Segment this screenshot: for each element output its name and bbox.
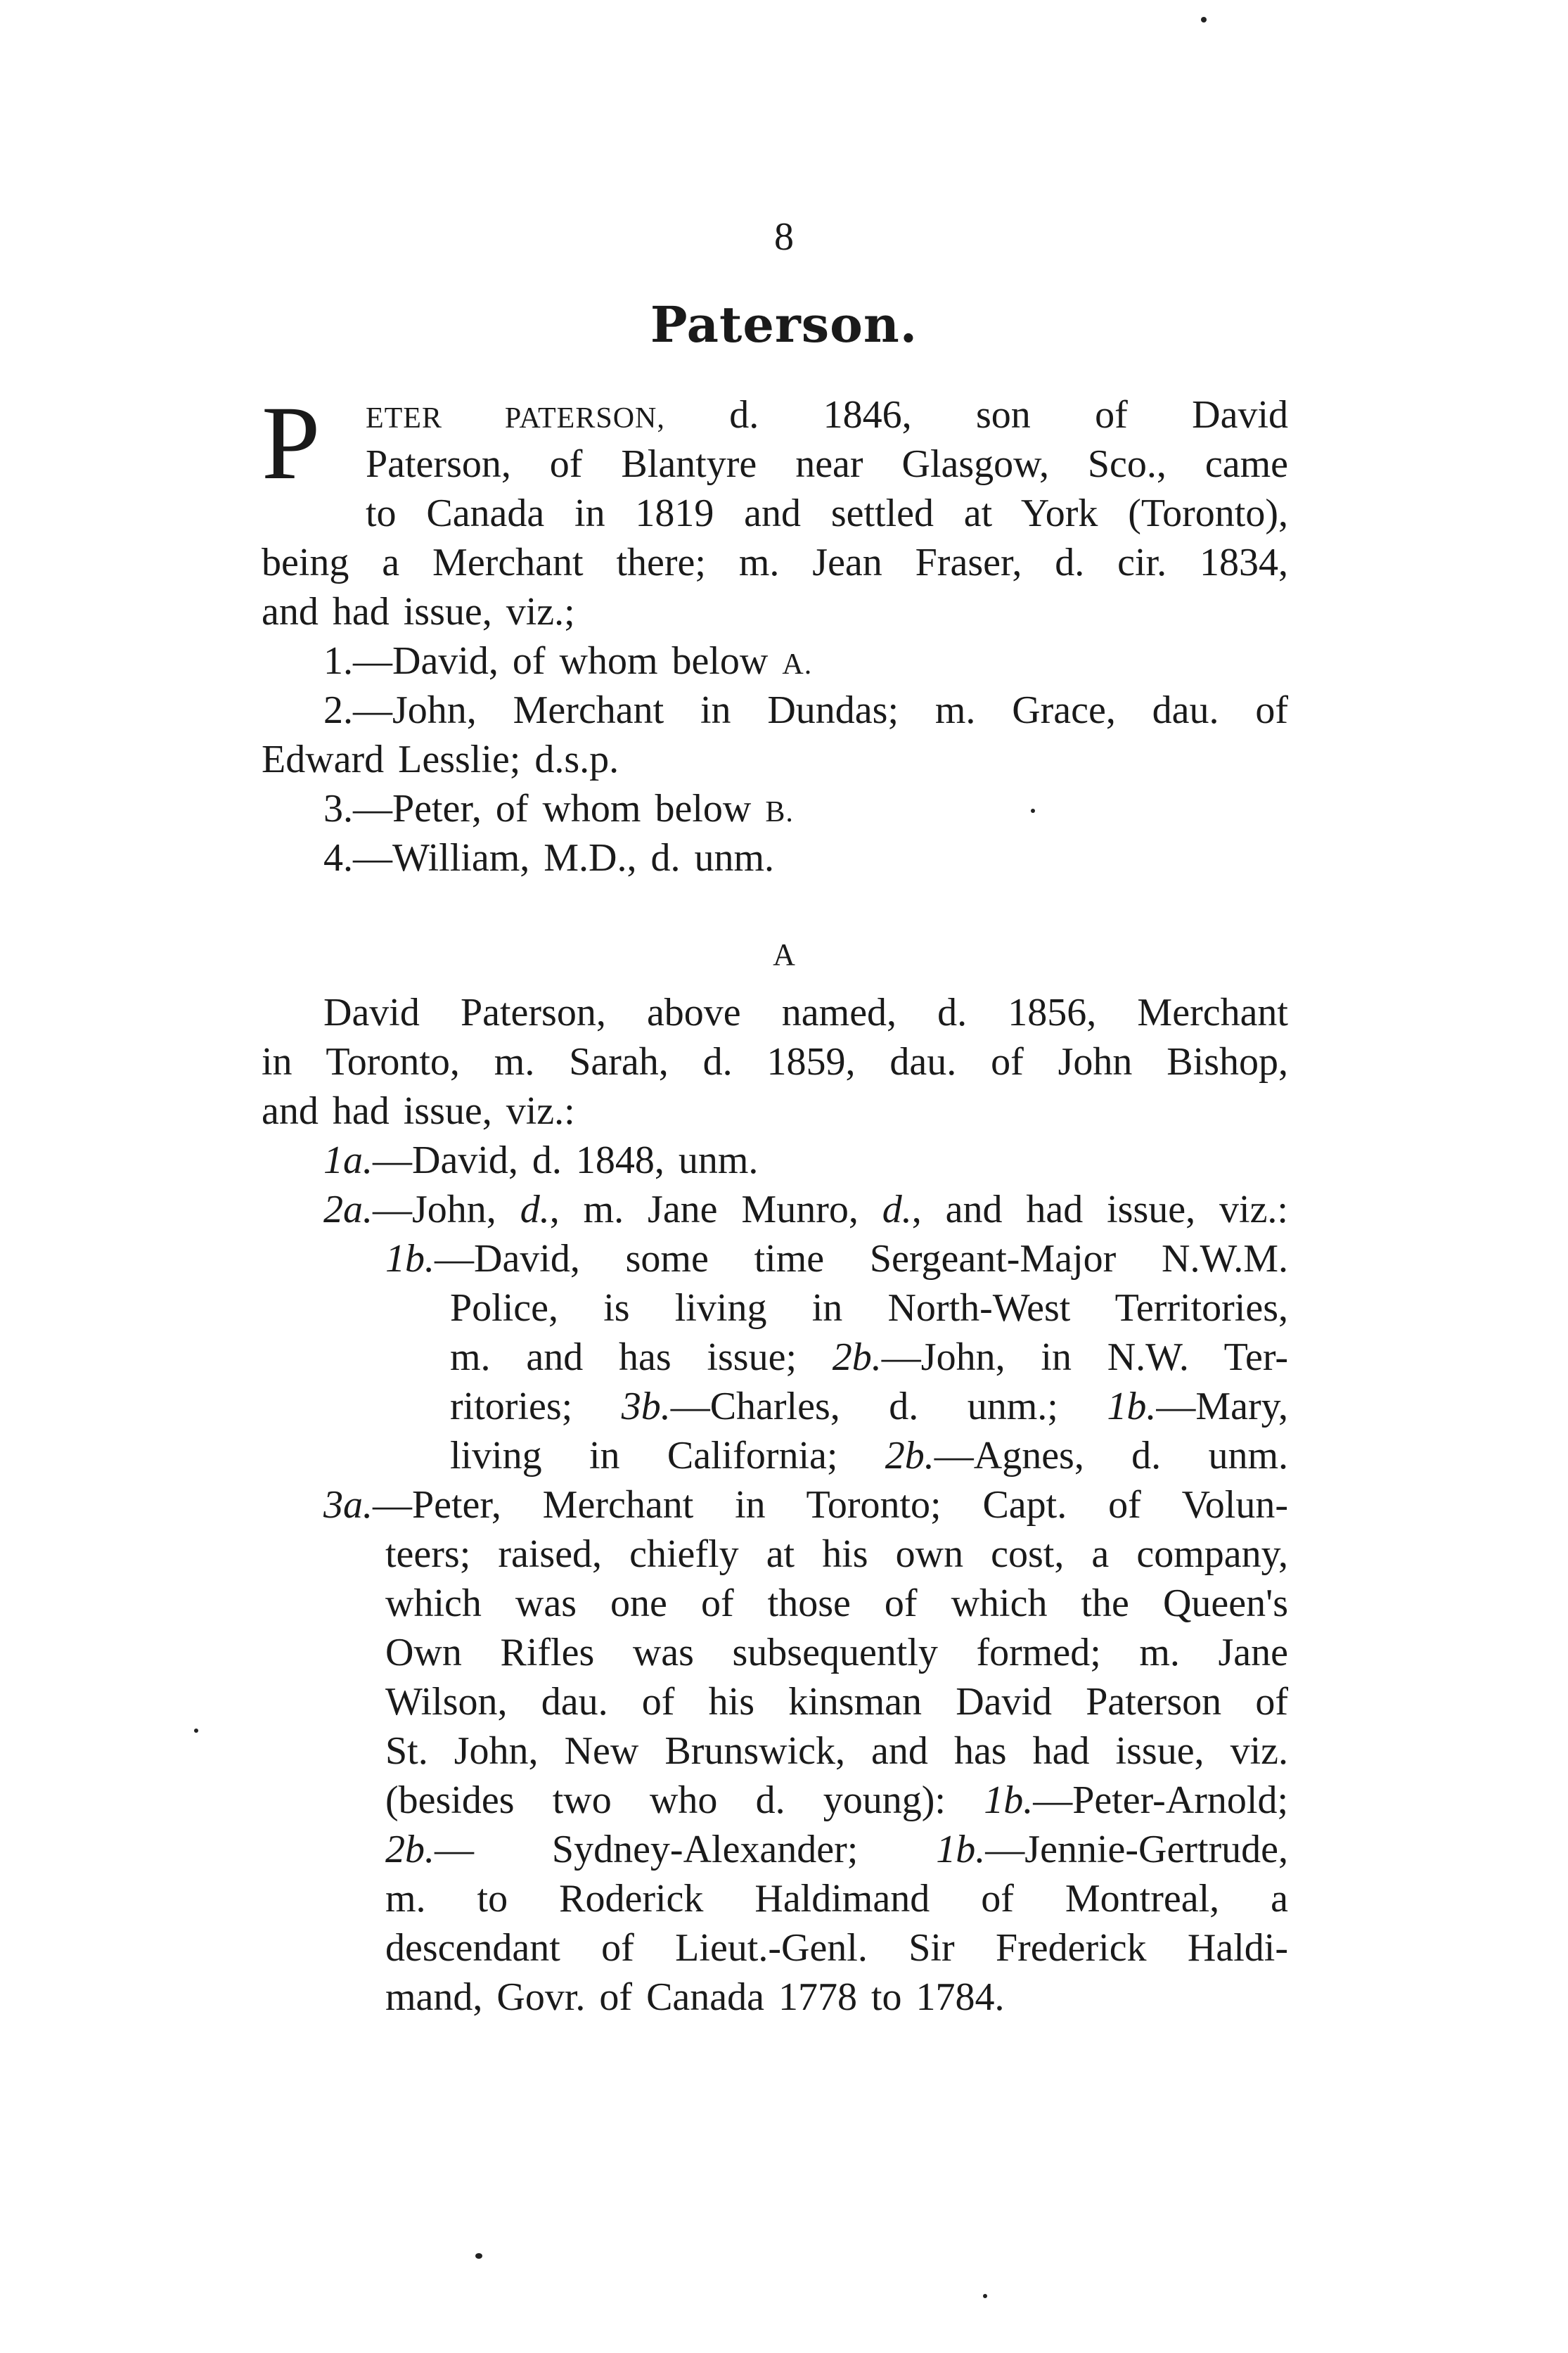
entry-3a-line-9: m. to Roderick Haldimand of Montreal, a xyxy=(385,1877,1288,1921)
section-a-line-2: in Toronto, m. Sarah, d. 1859, dau. of John Bishop, xyxy=(262,1040,1288,1084)
section-a-line-1: David Paterson, above named, d. 1856, Merchant xyxy=(323,991,1288,1034)
intro-line-1: ETER PATERSON, d. 1846, son of David xyxy=(366,393,1289,437)
intro-line-5: and had issue, viz.; xyxy=(262,590,575,634)
entry-3a-line-8: 2b.— Sydney-Alexander; 1b.—Jennie-Gertrude, xyxy=(385,1828,1289,1871)
entry-1a: 1a.—David, d. 1848, unm. xyxy=(323,1139,759,1182)
intro-line-2: Paterson, of Blantyre near Glasgow, Sco., came xyxy=(366,442,1288,486)
drop-cap: P xyxy=(262,385,321,501)
entry-3a-line-6: St. John, New Brunswick, and has had issue, viz. xyxy=(385,1729,1288,1773)
entry-1b-line-1: 1b.—David, some time Sergeant-Major N.W.M. xyxy=(385,1237,1288,1281)
entry-2a: 2a.—John, d., m. Jane Munro, d., and had issue, viz.: xyxy=(323,1188,1288,1231)
entry-1b-line-5: living in California; 2b.—Agnes, d. unm. xyxy=(450,1434,1289,1477)
section-heading: Paterson. xyxy=(650,295,918,354)
entry-3a-line-2: teers; raised, chiefly at his own cost, a company, xyxy=(385,1532,1288,1576)
entry-1b-line-3: m. and has issue; 2b.—John, in N.W. Ter- xyxy=(450,1335,1288,1379)
entry-3a-line-10: descendant of Lieut.-Genl. Sir Frederick Haldi- xyxy=(385,1926,1288,1970)
entry-3a-line-7: (besides two who d. young): 1b.—Peter-Arnold; xyxy=(385,1778,1289,1822)
scan-speck xyxy=(1031,809,1035,813)
child-2-line-1: 2.—John, Merchant in Dundas; m. Grace, dau. of xyxy=(323,688,1288,732)
page-number: 8 xyxy=(774,215,794,259)
scan-speck xyxy=(983,2294,987,2298)
child-3: 3.—Peter, of whom below B. xyxy=(323,787,794,831)
entry-1b-line-4: ritories; 3b.—Charles, d. unm.; 1b.—Mary, xyxy=(450,1385,1289,1428)
section-letter-a: A xyxy=(773,937,795,972)
entry-3a-line-1: 3a.—Peter, Merchant in Toronto; Capt. of Volun- xyxy=(323,1483,1288,1527)
scan-speck xyxy=(194,1729,198,1733)
child-1: 1.—David, of whom below A. xyxy=(323,639,813,683)
scan-speck xyxy=(1201,17,1207,23)
intro-line-3: to Canada in 1819 and settled at York (Toronto), xyxy=(366,492,1288,535)
entry-3a-line-3: which was one of those of which the Queen's xyxy=(385,1582,1288,1625)
scan-speck xyxy=(475,2253,482,2259)
entry-3a-line-4: Own Rifles was subsequently formed; m. Jane xyxy=(385,1631,1288,1674)
entry-3a-line-11: mand, Govr. of Canada 1778 to 1784. xyxy=(385,1975,1005,2019)
child-4: 4.—William, M.D., d. unm. xyxy=(323,836,775,880)
entry-1b-line-2: Police, is living in North-West Territories, xyxy=(450,1286,1288,1330)
entry-3a-line-5: Wilson, dau. of his kinsman David Paterson of xyxy=(385,1680,1288,1724)
intro-line-4: being a Merchant there; m. Jean Fraser, d. cir. 1834, xyxy=(262,541,1288,584)
child-2-line-2: Edward Lesslie; d.s.p. xyxy=(262,738,619,781)
section-a-line-3: and had issue, viz.: xyxy=(262,1089,575,1133)
